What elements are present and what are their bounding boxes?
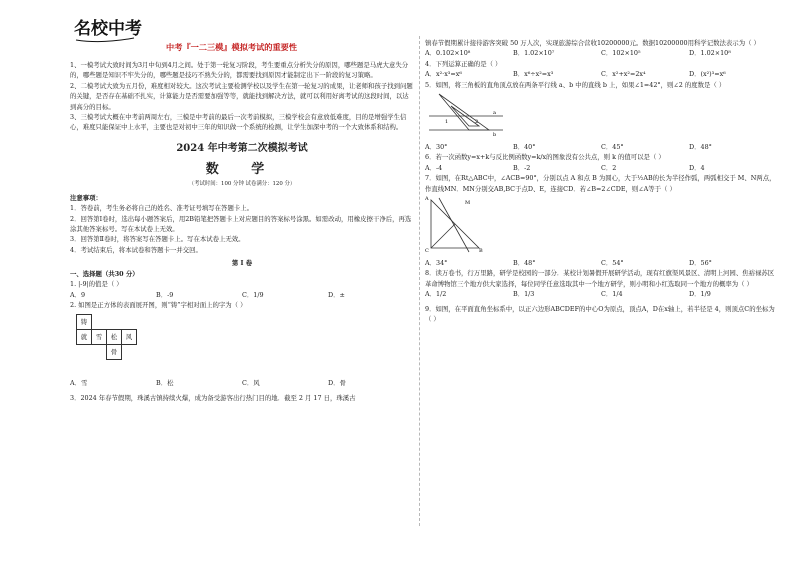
- question-7-options: [425, 258, 777, 268]
- option: B．40°: [513, 143, 536, 152]
- question-8: 8．读万卷书，行万里路，研学是校园的一部分．某校计划暑假开展研学活动，现有红旗渠风景区、清明上河园、焦裕禄苏区革命博物馆三个地方供大家选择，每位同学任意选取其中一个地方研学，则小明和小红选取同一个地方的概率为（ ）: [425, 269, 775, 288]
- option: B．-9: [156, 290, 174, 299]
- option: A．0.102×10⁸: [425, 49, 471, 58]
- triangle-ruler-figure: [425, 90, 505, 138]
- option: A．30°: [425, 143, 448, 152]
- option: D．56°: [689, 259, 712, 268]
- part1-heading: 第 Ⅰ 卷: [231, 259, 253, 268]
- svg-text:C: C: [425, 248, 429, 255]
- svg-text:1: 1: [445, 119, 449, 126]
- option: B．1/3: [513, 290, 535, 299]
- exam-meta: （考试时间：100 分钟 试卷满分：120 分）: [188, 180, 296, 187]
- question-5-options: [425, 142, 777, 152]
- option: D．1/9: [689, 290, 711, 299]
- option: D．(x²)³=x⁶: [689, 70, 726, 79]
- note-item: 3．回答第Ⅱ卷时，将答案写在答题卡上。写在本试卷上无效。: [70, 235, 245, 244]
- option: D．4: [689, 163, 705, 172]
- column-divider: [419, 36, 420, 526]
- question-6: 6．若一次函数y=x+k与反比例函数y=k/x的图象没有公共点，则 k 的值可以是（ ）: [425, 153, 665, 162]
- option: D．48°: [689, 143, 712, 152]
- question-2: 2. 如图是正方体的表面展开图，则“铸”字相对面上的字为（ ）: [70, 300, 247, 309]
- option: B．48°: [513, 259, 536, 268]
- option: D．1.02×10⁸: [689, 49, 731, 58]
- note-item: 1．答卷前，考生务必将自己的姓名、准考证号填写在答题卡上。: [70, 204, 254, 213]
- question-5: 5．如图，将三角板的直角顶点放在两条平行线 a、b 中的直线 b 上，如果∠1=42°，则∠2 的度数是（ ）: [425, 80, 726, 89]
- question-8-options: [425, 289, 777, 299]
- right-triangle-figure: [425, 194, 485, 254]
- svg-text:a: a: [493, 110, 496, 117]
- option: B．x⁶÷x²=x³: [513, 70, 554, 79]
- section-heading: 一、选择题（共30 分）: [70, 269, 139, 278]
- net-cell: 就: [76, 329, 92, 345]
- question-9: 9．如图，在平面直角坐标系中，以正六边形ABCDEF的中心O为原点，顶点A，D在x轴上，若半径是 4，则顶点C的坐标为（ ）: [425, 304, 775, 324]
- option: D．骨: [328, 379, 346, 388]
- banner-title: 中考『一二三模』模拟考试的重要性: [166, 42, 298, 52]
- net-cell: 雪: [91, 329, 107, 345]
- question-3-options: [425, 48, 777, 58]
- exam-title: 2024 年中考第二次模拟考试: [176, 142, 308, 154]
- option: A．-4: [425, 163, 443, 172]
- option: C．1/9: [242, 290, 264, 299]
- option: A．9: [70, 290, 86, 299]
- option: B．松: [156, 379, 174, 388]
- net-cell: 风: [121, 329, 137, 345]
- notes-heading: 注意事项：: [70, 193, 102, 202]
- question-6-options: [425, 163, 777, 173]
- option: A．x²·x³=x⁶: [425, 70, 462, 79]
- option: C．45°: [601, 143, 624, 152]
- svg-text:M: M: [465, 200, 471, 207]
- net-cell: 铸: [76, 314, 92, 330]
- option: A．1/2: [425, 290, 447, 299]
- option: C．x²+x²=2x⁴: [601, 70, 646, 79]
- question-4-options: [425, 69, 777, 79]
- option: B．1.02×10⁷: [513, 49, 555, 58]
- note-item: 2．回答第Ⅰ卷时，选出每小题答案后，用2B铅笔把答题卡上对应题目的答案标号涂黑。如需改动，用橡皮擦干净后，再选涂其他答案标号。写在本试卷上无效。: [70, 214, 412, 234]
- net-cell: 松: [106, 329, 122, 345]
- question-3-cont: 镇春节假期累计接待游客突破 50 万人次，实现旅游综合营收10200000元。数据10200000用科学记数法表示为（ ）: [425, 39, 760, 47]
- svg-text:2: 2: [475, 119, 479, 126]
- question-2-options: [70, 378, 414, 388]
- svg-text:b: b: [493, 132, 497, 139]
- net-cell: 骨: [106, 344, 122, 360]
- intro-paragraph: 1、一模考试大致时间为3月中旬到4月之间。处于第一轮复习阶段，考生要重点分析失分的原因，哪些题是马虎大意失分的，哪些题是知识不牢失分的，哪些题是技巧不熟失分的，都需要找到原因才能制定出下一阶段的复习策略。: [70, 61, 409, 80]
- question-3-start: 3．2024 年春节假期，珠溪古镇持续火爆，成为备受游客出行热门目的地．截至 2 月 17 日，珠溪古: [70, 393, 356, 402]
- intro-paragraph: 3、三模考试大概在中考前两周左右，三模是中考前的最后一次考前模拟，三模学校会有意放低难度，目的是增强学生信心，难度只能保证中上水平，主要也是对初中三年的知识做一个系统的检测，让学生加深中考的一个大致体系和结构。: [70, 113, 407, 132]
- option: D．±: [328, 290, 345, 299]
- right-column: [425, 38, 777, 325]
- option: C．54°: [601, 259, 624, 268]
- exam-subject: 数 学: [205, 161, 279, 177]
- question-4: 4．下列运算正确的是（ ）: [425, 59, 502, 68]
- svg-text:B: B: [479, 248, 483, 255]
- option: B．-2: [513, 163, 531, 172]
- question-7: 7．如图，在Rt△ABC中，∠ACB=90°，分别以点 A 和点 B 为圆心，大于½AB的长为半径作弧，两弧相交于 M、N两点，作直线MN．MN分别交AB,BC于点D、E，连接CD．若∠B=2∠CDE，则∠A等于（ ）: [425, 174, 776, 193]
- option: C．风: [242, 379, 260, 388]
- option: C．102×10⁵: [601, 49, 641, 58]
- option: C．1/4: [601, 290, 623, 299]
- cube-net-figure: [76, 314, 414, 374]
- logo-text: 名校中考: [74, 19, 142, 39]
- question-1-options: [70, 290, 414, 300]
- note-item: 4．考试结束后，将本试卷和答题卡一并交回。: [70, 245, 202, 254]
- intro-paragraph: 2、二模考试大致为五月份，难度相对较大。这次考试主要检测学校以及学生在第一轮复习的成果，让老师和孩子找到问题的关键，是否存在基础不扎实，计算能力是否需要加强等等，就能找到解决方法，就可以利用好离考试的这段时间，以达到高分的目标。: [70, 81, 413, 111]
- publisher-logo: [72, 16, 158, 46]
- option: A．雪: [70, 379, 88, 388]
- question-1: 1. |-9|的值是（ ）: [70, 280, 123, 289]
- option: C．2: [601, 163, 617, 172]
- left-column: [70, 60, 414, 403]
- option: A．34°: [425, 259, 448, 268]
- svg-text:A: A: [425, 196, 429, 203]
